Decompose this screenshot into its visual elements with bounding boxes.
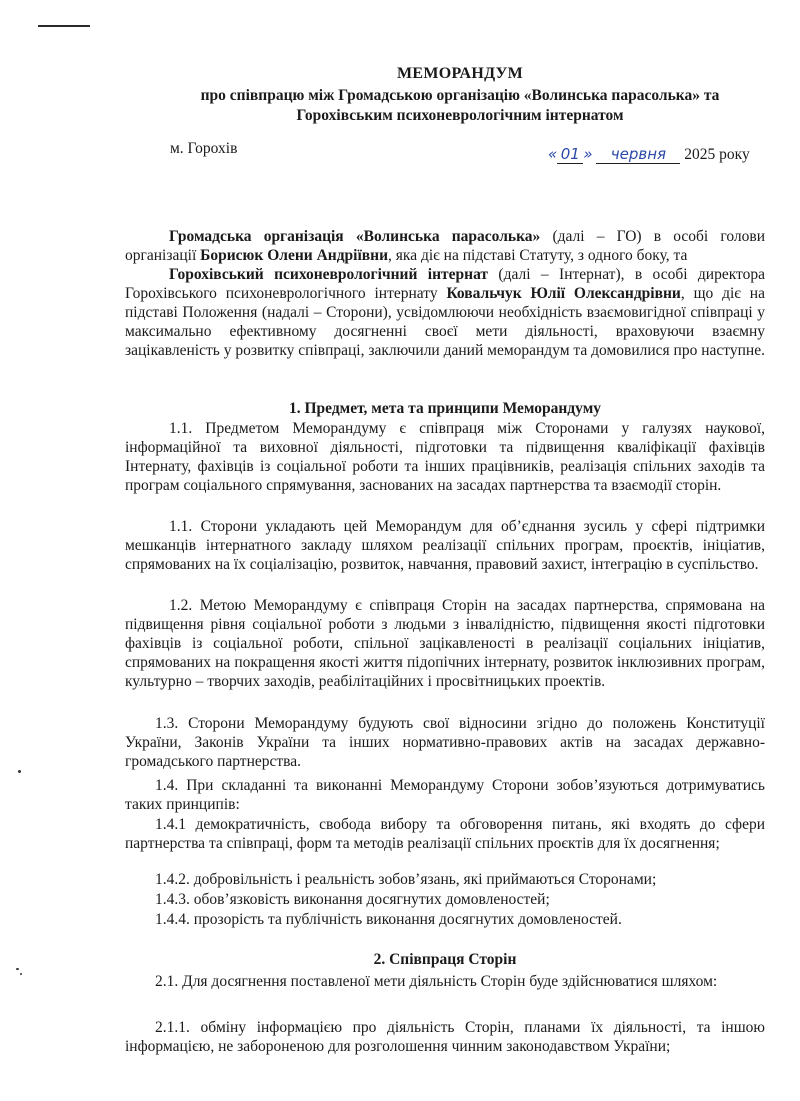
scan-mark — [38, 25, 90, 27]
org-head-1: Борисюк Олени Андріївни — [200, 247, 389, 264]
intro-text: (далі – ГО) в особі голови організації — [125, 228, 765, 264]
section-1-paragraph: 1.3. Сторони Меморандуму будують свої відносини згідно до положень Конституції України, Законів України та інших нормативно-правових актів на засадах державно-громадського партнерства. — [125, 715, 765, 770]
section-1-paragraph: 1.1. Сторони укладають цей Меморандум для об’єднання зусиль у сфері підтримки мешканців інтернатного закладу шляхом реалізації спільних програм, проєктів, ініціатив, спрямованих на їх соціалізацію, розвиток, навчання, правовий захист, інтеграцію в суспільство. — [125, 518, 765, 573]
section-1-paragraph: 1.4.4. прозорість та публічність виконання досягнутих домовленостей. — [155, 911, 622, 928]
intro-text: , що діє на підставі Положення (надалі – Сторони), усвідомлюючи необхідність взаємовигідної співпраці у максимально ефективному досягненні своєї мети діяльності, враховуючи взаємну зацікавленість у розвитку співпраці, заключили даний меморандум та домовилися про наступне. — [125, 285, 765, 359]
section-1-paragraph: 1.4.2. добровільність і реальність зобов’язань, які приймаються Сторонами; — [155, 871, 657, 888]
intro-text: (далі – Інтернат), в особі директора Горохівського психоневрологічного інтернату — [125, 266, 765, 302]
document-title: МЕМОРАНДУМ — [396, 65, 524, 82]
document-subtitle — [120, 86, 800, 126]
date-year: 2025 року — [684, 146, 750, 163]
org-head-2: Ковальчук Юлії Олександрівни — [446, 285, 681, 302]
subtitle-line: Горохівським психоневрологічним інтернатом — [296, 107, 624, 124]
date-close-quote: » — [583, 145, 593, 163]
date-day: 01 — [557, 145, 583, 164]
city-label: м. Горохів — [170, 140, 238, 157]
section-1-heading: 1. Предмет, мета та принципи Меморандуму — [288, 400, 602, 417]
date-month: червня — [596, 145, 680, 164]
section-2-paragraph: 2.1. Для досягнення поставленої мети діяльність Сторін буде здійснюватися шляхом: — [155, 973, 718, 990]
section-1-paragraph: 1.4.1 демократичність, свобода вибору та обговорення питань, які входять до сфери партнерства та співпраці, форм та методів реалізації спільних проєктів для їх досягнення; — [125, 816, 765, 852]
section-1-paragraph: 1.4.3. обов’язковість виконання досягнутих домовленостей; — [155, 891, 550, 908]
scan-speck — [20, 973, 22, 975]
section-1-paragraph: 1.1. Предметом Меморандуму є співпраця між Сторонами у галузях наукової, інформаційної та виховної діяльності, підготовки та підвищення кваліфікації фахівців Інтернату, фахівців із соціальної роботи та інших працівників, реалізація спільних заходів та програм соціального спрямування, заснованих на засадах партнерства та взаємодії сторін. — [125, 420, 765, 494]
section-2-paragraph: 2.1.1. обміну інформацією про діяльність Сторін, планами їх діяльності, та іншою інформацією, не забороненою для розголошення чинним законодавством України; — [125, 1019, 765, 1055]
org-name-2: Горохівський психоневрологічний інтернат — [169, 266, 489, 283]
scan-speck — [18, 770, 21, 773]
section-1-paragraph: 1.2. Метою Меморандуму є співпраця Сторін на засадах партнерства, спрямована на підвищення рівня соціальної роботи з людьми з інвалідністю, підвищення якості підготовки фахівців із соціальної роботи, спільної зацікавленості в реалізації соціальних ініціатив, спрямованих на покращення якості життя підопічних інтернату, розвиток інклюзивних програм, культурно – творчих заходів, реабілітаційних і просвітницьких проектів. — [125, 597, 765, 690]
scan-speck — [16, 968, 19, 970]
subtitle-line: про співпрацю між Громадською організацію «Волинська парасолька» та — [200, 87, 720, 104]
section-2-heading: 2. Співпраця Сторін — [373, 951, 517, 968]
intro-text: , яка діє на підставі Статуту, з одного боку, та — [388, 247, 688, 264]
intro-paragraph — [125, 227, 765, 360]
section-1-paragraph: 1.4. При складанні та виконанні Меморандуму Сторони зобов’язуються дотримуватись таких принципів: — [125, 777, 765, 813]
date-open-quote: « — [548, 145, 558, 163]
org-name-1: Громадська організація «Волинська парасолька» — [169, 228, 541, 245]
document-date — [548, 145, 750, 164]
